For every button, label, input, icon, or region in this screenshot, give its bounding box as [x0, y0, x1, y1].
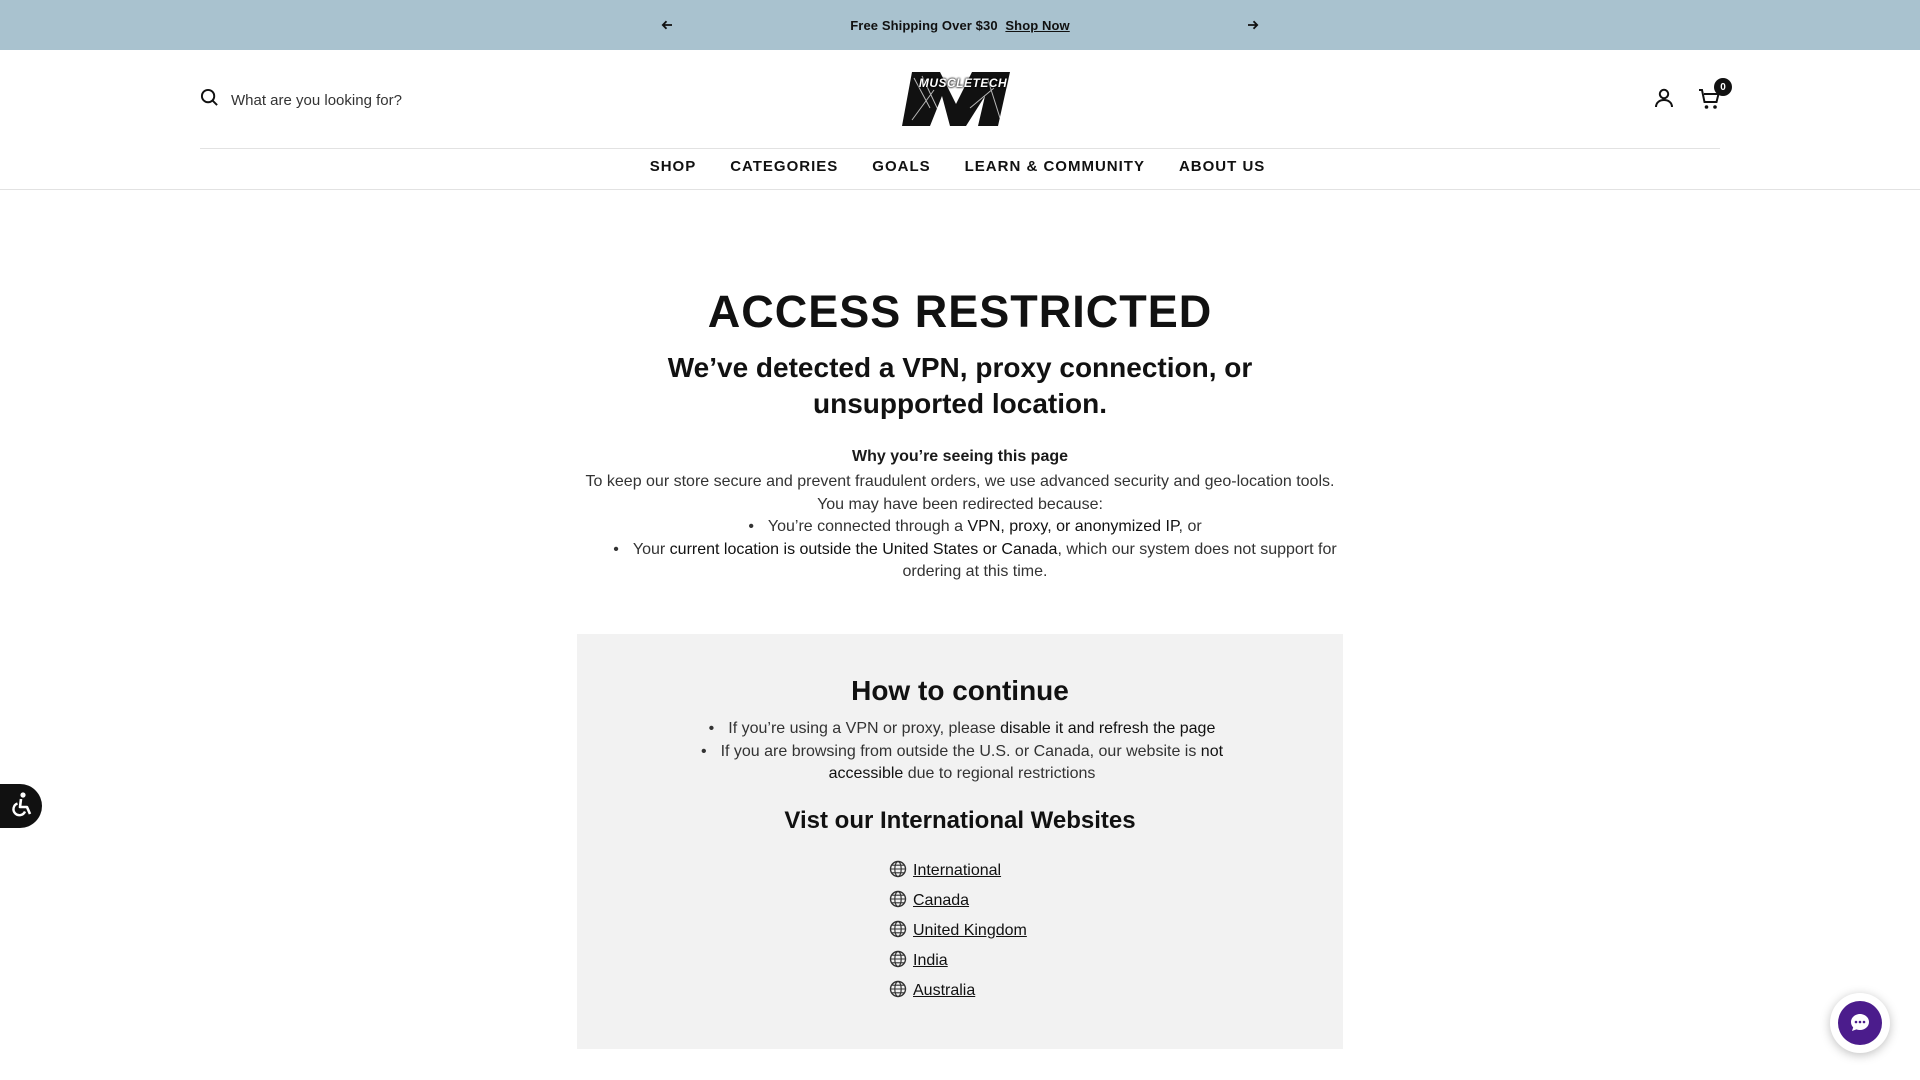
header-divider	[200, 148, 1720, 149]
search-icon[interactable]	[200, 88, 219, 112]
how-to-continue-panel	[577, 634, 1343, 1049]
globe-icon	[889, 950, 907, 973]
previous-announcement-arrow-icon[interactable]	[657, 15, 677, 35]
search-input[interactable]	[231, 92, 491, 109]
chat-bubble-icon	[1838, 1001, 1882, 1045]
page-subtitle: We’ve detected a VPN, proxy connection, or unsupported location.	[667, 352, 1253, 419]
globe-icon	[889, 920, 907, 943]
search-bar[interactable]	[200, 88, 491, 112]
site-header	[0, 50, 1920, 190]
nav-shop[interactable]: SHOP	[649, 158, 697, 175]
nav-categories[interactable]: CATEGORIES	[730, 158, 839, 175]
international-sites-list	[889, 856, 1027, 1006]
page-title: ACCESS RESTRICTED	[707, 286, 1213, 337]
main-navigation	[0, 158, 1920, 175]
site-link-international[interactable]: International	[889, 856, 1027, 886]
cart-button[interactable]	[1698, 81, 1726, 110]
why-description: To keep our store secure and prevent fraudulent orders, we use advanced security and geo-location tools. You may have been redirected because:	[585, 473, 1335, 513]
header-actions	[1654, 81, 1726, 110]
accessibility-button[interactable]	[0, 784, 42, 828]
chat-launcher-button[interactable]	[1830, 993, 1890, 1053]
nav-about-us[interactable]: ABOUT US	[1178, 158, 1266, 175]
international-sites-heading: Vist our International Websites	[784, 807, 1136, 834]
why-heading: Why you’re seeing this page	[851, 448, 1069, 465]
site-link-united-kingdom[interactable]: United Kingdom	[889, 916, 1027, 946]
list-item: • If you are browsing from outside the U.S. or Canada, our website is not accessible due to regional restrictions	[667, 741, 1257, 786]
shop-now-link[interactable]: Shop Now	[1005, 17, 1070, 33]
announcement-text: Free Shipping Over $30	[850, 17, 998, 33]
announcement-message	[850, 18, 1070, 33]
account-icon[interactable]	[1654, 88, 1676, 110]
nav-learn-community[interactable]: LEARN & COMMUNITY	[964, 158, 1145, 175]
reason-list	[600, 516, 1350, 584]
logo-wordmark: MUSCLETECH	[918, 76, 1008, 90]
announcement-bar	[0, 0, 1920, 50]
list-item: • If you’re using a VPN or proxy, please disable it and refresh the page	[667, 718, 1257, 741]
list-item: • You’re connected through a VPN, proxy, or anonymized IP, or	[600, 516, 1350, 539]
globe-icon	[889, 860, 907, 883]
continue-steps-list	[667, 718, 1257, 786]
cart-count-badge: 0	[1714, 78, 1732, 96]
how-to-continue-heading: How to continue	[851, 675, 1069, 706]
globe-icon	[889, 980, 907, 1003]
site-link-india[interactable]: India	[889, 946, 1027, 976]
site-link-canada[interactable]: Canada	[889, 886, 1027, 916]
muscletech-logo[interactable]	[900, 68, 1022, 128]
list-item: • Your current location is outside the United States or Canada, which our system does not support for ordering at this time.	[600, 539, 1350, 584]
accessibility-icon	[8, 791, 34, 822]
nav-goals[interactable]: GOALS	[872, 158, 931, 175]
globe-icon	[889, 890, 907, 913]
site-link-australia[interactable]: Australia	[889, 976, 1027, 1006]
next-announcement-arrow-icon[interactable]	[1243, 15, 1263, 35]
